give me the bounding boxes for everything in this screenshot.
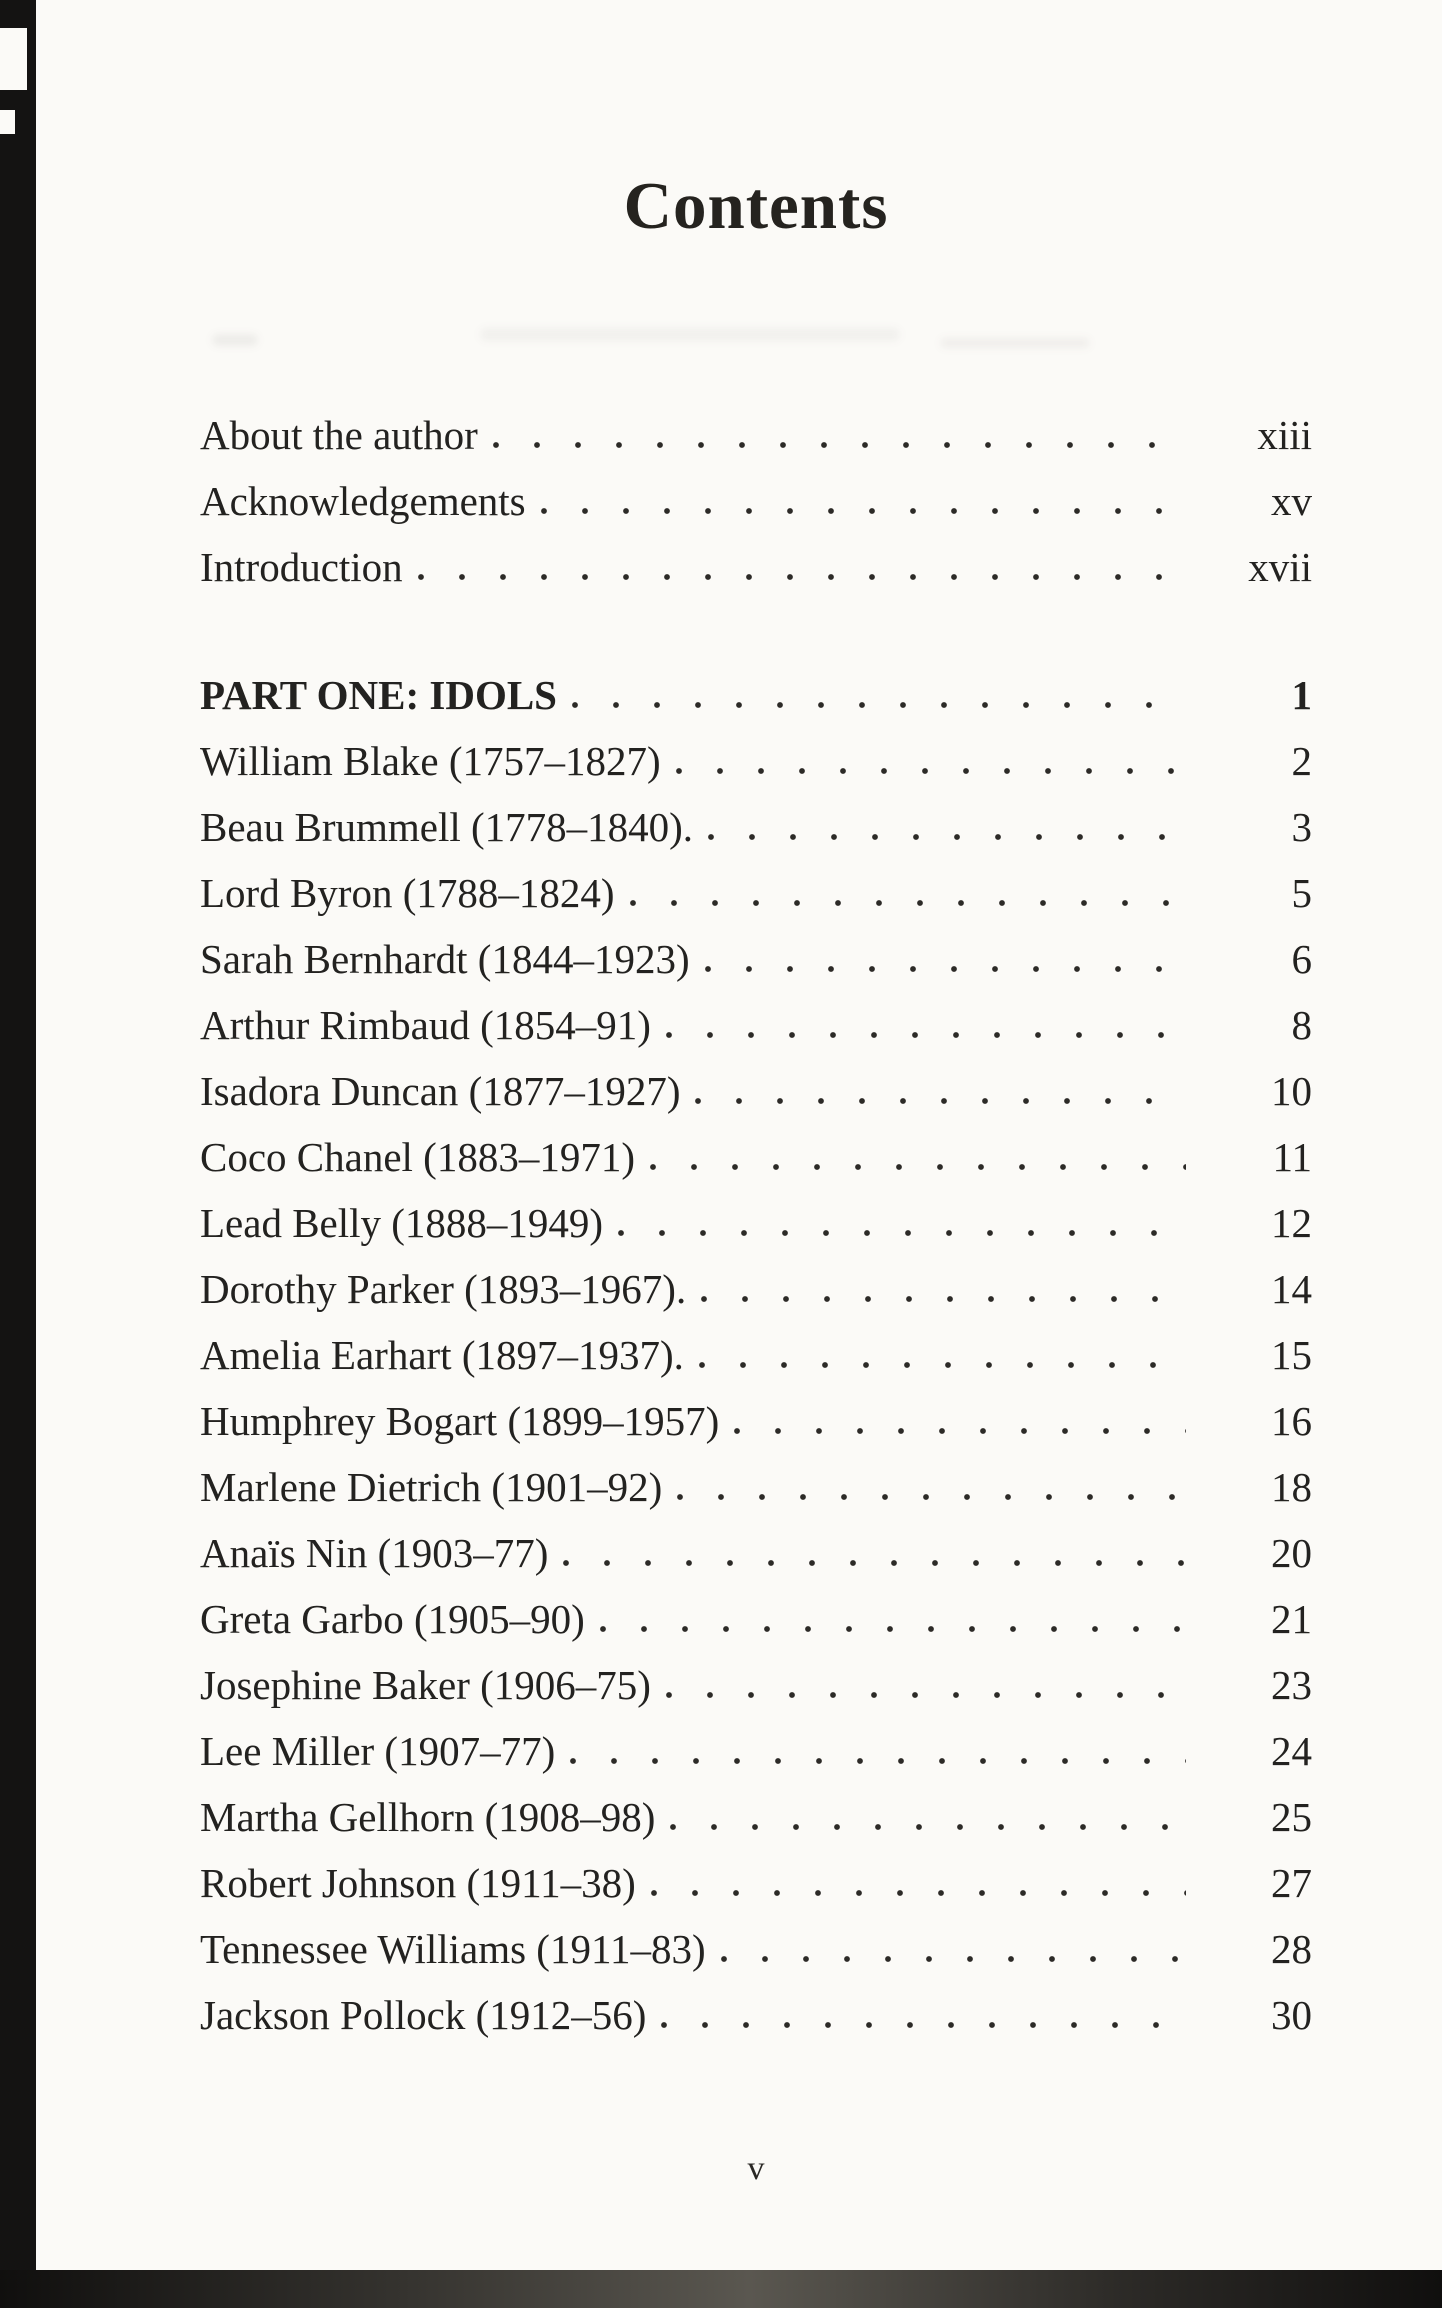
toc-entry-page-number: 15 xyxy=(1271,1332,1312,1378)
toc-entry-page-number: 28 xyxy=(1271,1926,1312,1972)
dot-leader xyxy=(669,1823,1186,1831)
toc-entry-page-number: 21 xyxy=(1271,1596,1312,1642)
page-title: Contents xyxy=(623,169,889,243)
toc-row xyxy=(200,1388,1312,1454)
toc-entry-page-number: xiii xyxy=(1257,412,1312,458)
scan-left-edge xyxy=(0,0,36,2308)
toc-entry-label: Martha Gellhorn (1908–98) xyxy=(200,1794,656,1840)
dot-leader xyxy=(562,1559,1186,1567)
toc-row xyxy=(200,1322,1312,1388)
toc-entry-label: Humphrey Bogart (1899–1957) xyxy=(200,1398,720,1444)
toc-row xyxy=(200,1850,1312,1916)
toc-entry-label: Lee Miller (1907–77) xyxy=(200,1728,556,1774)
toc-row xyxy=(200,1982,1312,2048)
toc-entry-page-number: 18 xyxy=(1271,1464,1312,1510)
dot-leader xyxy=(569,1757,1186,1765)
front-matter-list xyxy=(200,402,1312,600)
toc-entry-label: Tennessee Williams (1911–83) xyxy=(200,1926,706,1972)
toc-entry-page-number: 8 xyxy=(1291,1002,1312,1048)
scan-bottom-edge xyxy=(0,2270,1442,2308)
toc-row xyxy=(200,662,1312,728)
toc-row xyxy=(200,1124,1312,1190)
dot-leader xyxy=(665,1691,1186,1699)
dot-leader xyxy=(417,573,1186,581)
toc-entry-label: Isadora Duncan (1877–1927) xyxy=(200,1068,681,1114)
scan-edge-notch xyxy=(0,110,15,134)
toc-row xyxy=(200,1652,1312,1718)
toc-entry-label: William Blake (1757–1827) xyxy=(200,738,661,784)
toc-row xyxy=(200,1784,1312,1850)
page-content xyxy=(200,0,1312,2308)
toc-entry-label: Beau Brummell (1778–1840). xyxy=(200,804,694,850)
dot-leader xyxy=(617,1229,1186,1237)
toc-entry-page-number: 3 xyxy=(1291,804,1312,850)
toc-entry-label: Introduction xyxy=(200,544,403,590)
toc-entry-label: Greta Garbo (1905–90) xyxy=(200,1596,585,1642)
dot-leader xyxy=(704,965,1186,973)
toc-entry-label: Amelia Earhart (1897–1937). xyxy=(200,1332,684,1378)
toc-entry-page-number: 23 xyxy=(1271,1662,1312,1708)
toc-entry-page-number: 30 xyxy=(1271,1992,1312,2038)
toc-entry-page-number: 20 xyxy=(1271,1530,1312,1576)
toc-entry-label: Lead Belly (1888–1949) xyxy=(200,1200,604,1246)
toc-entry-page-number: 1 xyxy=(1291,672,1312,718)
dot-leader xyxy=(629,899,1186,907)
dot-leader xyxy=(665,1031,1186,1039)
dot-leader xyxy=(700,1295,1186,1303)
dot-leader xyxy=(599,1625,1186,1633)
toc-row xyxy=(200,992,1312,1058)
toc-entry-page-number: 11 xyxy=(1272,1134,1312,1180)
toc-entry-label: Arthur Rimbaud (1854–91) xyxy=(200,1002,651,1048)
toc-entry-page-number: 16 xyxy=(1271,1398,1312,1444)
dot-leader xyxy=(650,1889,1186,1897)
toc-entry-page-number: 10 xyxy=(1271,1068,1312,1114)
dot-leader xyxy=(720,1955,1186,1963)
toc-entry-page-number: 12 xyxy=(1271,1200,1312,1246)
toc-entry-label: Lord Byron (1788–1824) xyxy=(200,870,615,916)
dot-leader xyxy=(675,767,1186,775)
toc-entry-page-number: 2 xyxy=(1291,738,1312,784)
dot-leader xyxy=(660,2021,1186,2029)
toc-row xyxy=(200,1190,1312,1256)
toc-row xyxy=(200,534,1312,600)
toc-entry-label: About the author xyxy=(200,412,478,458)
toc-row xyxy=(200,468,1312,534)
dot-leader xyxy=(694,1097,1186,1105)
toc-entry-label: Robert Johnson (1911–38) xyxy=(200,1860,636,1906)
dot-leader xyxy=(676,1493,1186,1501)
scan-edge-notch xyxy=(0,28,27,90)
toc-row xyxy=(200,1586,1312,1652)
toc-row xyxy=(200,860,1312,926)
toc-entry-page-number: xv xyxy=(1271,478,1312,524)
toc-row xyxy=(200,1916,1312,1982)
toc-row xyxy=(200,1718,1312,1784)
toc-entry-page-number: 24 xyxy=(1271,1728,1312,1774)
toc-entry-label: Anaïs Nin (1903–77) xyxy=(200,1530,549,1576)
toc-row xyxy=(200,926,1312,992)
dot-leader xyxy=(707,833,1186,841)
toc-row xyxy=(200,1058,1312,1124)
dot-leader xyxy=(733,1427,1186,1435)
toc-entry-label: PART ONE: IDOLS xyxy=(200,672,557,718)
toc-entry-page-number: xvii xyxy=(1248,544,1312,590)
toc-row xyxy=(200,1520,1312,1586)
toc-row xyxy=(200,402,1312,468)
dot-leader xyxy=(649,1163,1186,1171)
toc-row xyxy=(200,794,1312,860)
entries-list xyxy=(200,662,1312,2048)
toc-row xyxy=(200,1454,1312,1520)
dot-leader xyxy=(571,701,1186,709)
toc-entry-label: Dorothy Parker (1893–1967). xyxy=(200,1266,687,1312)
toc-entry-page-number: 5 xyxy=(1291,870,1312,916)
toc-entry-page-number: 14 xyxy=(1271,1266,1312,1312)
dot-leader xyxy=(698,1361,1186,1369)
folio-page-number: v xyxy=(747,2150,765,2187)
toc-entry-page-number: 6 xyxy=(1291,936,1312,982)
toc-entry-label: Marlene Dietrich (1901–92) xyxy=(200,1464,663,1510)
toc-entry-page-number: 27 xyxy=(1271,1860,1312,1906)
toc-row xyxy=(200,1256,1312,1322)
toc-entry-label: Josephine Baker (1906–75) xyxy=(200,1662,651,1708)
toc-entry-label: Sarah Bernhardt (1844–1923) xyxy=(200,936,690,982)
toc-entry-label: Jackson Pollock (1912–56) xyxy=(200,1992,647,2038)
toc-row xyxy=(200,728,1312,794)
toc-entry-label: Coco Chanel (1883–1971) xyxy=(200,1134,635,1180)
toc-entry-page-number: 25 xyxy=(1271,1794,1312,1840)
dot-leader xyxy=(492,441,1186,449)
dot-leader xyxy=(540,507,1186,515)
toc-entry-label: Acknowledgements xyxy=(200,478,526,524)
